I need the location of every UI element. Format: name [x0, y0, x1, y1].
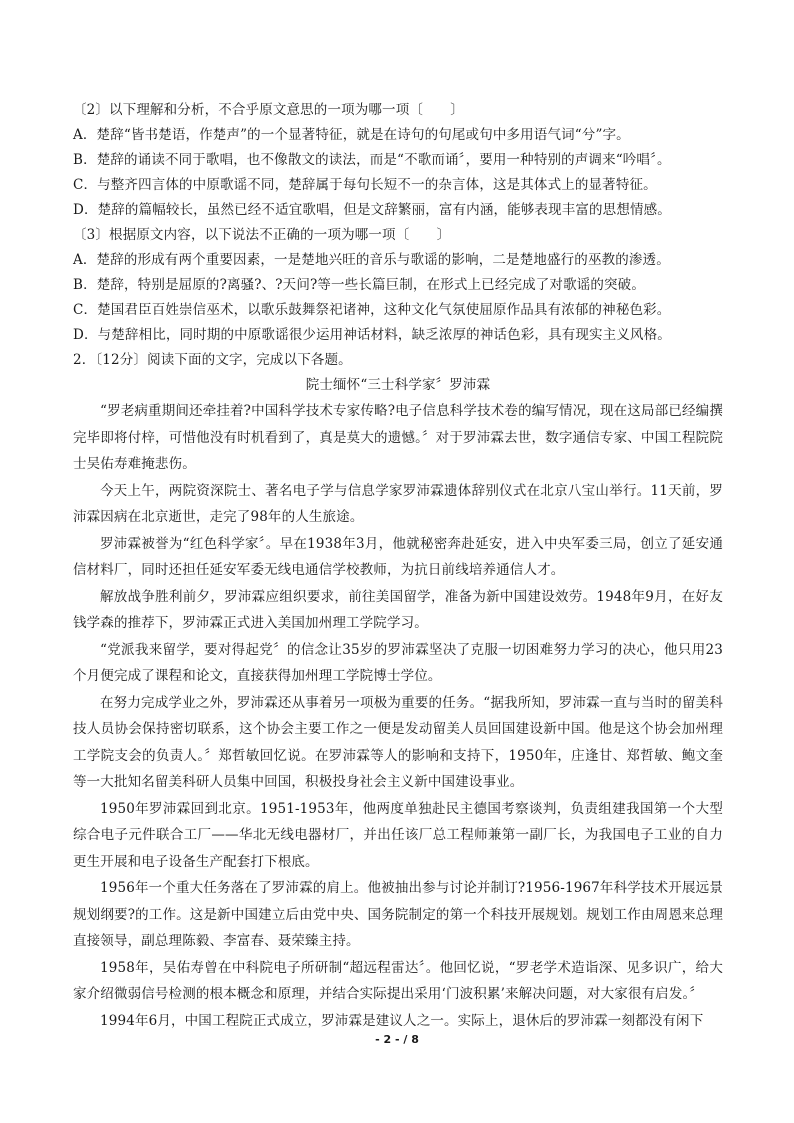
- question-3-option-b: B．楚辞，特别是屈原的?离骚?、?天问?等一些长篇巨制，在形式上已经完成了对歌谣的突破。: [73, 277, 645, 293]
- question-3-option-a: A．楚辞的形成有两个重要因素，一是楚地兴旺的音乐与歌谣的影响，二是楚地盛行的巫教的渗透。: [73, 252, 670, 268]
- question-2-stem: 〔2〕以下理解和分析，不合乎原文意思的一项为哪一项〔 〕: [73, 102, 464, 118]
- article-paragraph: 1950年罗沛霖回到北京。1951-1953年，他两度单独赴民主德国考察谈判，负责组建我国第一个大型综合电子元件联合工厂——华北无线电器材厂，并出任该厂总工程师兼第一副厂长，为我国电子工业的自力更生开展和电子设备生产配套打下根底。: [73, 800, 723, 870]
- article-paragraph: “罗老病重期间还牵挂着?中国科学技术专家传略?电子信息科学技术卷的编写情况，现在这局部已经编撰完毕即将付梓，可惜他没有时机看到了，真是莫大的遗憾。〞对于罗沛霖去世，数字通信专家、中国工程院院士吴佑寿难掩悲伤。: [73, 403, 723, 472]
- question-2-option-a: A．楚辞“皆书楚语，作楚声”的一个显著特征，就是在诗句的句尾或句中多用语气词“兮”字。: [73, 127, 630, 143]
- section-2-heading: 2．〔12分〕阅读下面的文字，完成以下各题。: [73, 352, 352, 368]
- article-paragraph: 1958年，吴佑寿曾在中科院电子所研制“超远程雷达〞。他回忆说，“罗老学术造诣深、见多识广，给大家介绍微弱信号检测的根本概念和原理，并结合实际提出采用‘门波积累’来解决问题，对大家很有启发。〞: [73, 959, 723, 1002]
- page-number: - 2 - / 8: [375, 1033, 419, 1046]
- article-paragraph: 1956年一个重大任务落在了罗沛霖的肩上。他被抽出参与讨论并制订?1956-1967年科学技术开展远景规划纲要?的工作。这是新中国建立后由党中央、国务院制定的第一个科技开展规划。规划工作由周恩来总理直接领导，副总理陈毅、李富春、聂荣臻主持。: [73, 880, 723, 949]
- question-3-stem: 〔3〕根据原文内容，以下说法不正确的一项为哪一项〔 〕: [73, 227, 451, 243]
- question-2-option-b: B．楚辞的诵读不同于歌唱，也不像散文的读法，而是“不歌而诵〞，要用一种特别的声调来“吟唱〞。: [73, 152, 671, 168]
- article-paragraph: 1994年6月，中国工程院正式成立，罗沛霖是建议人之一。实际上，退休后的罗沛霖一刻都没有闲下: [100, 1012, 704, 1029]
- question-2-option-c: C．与整齐四言体的中原歌谣不同，楚辞属于每句长短不一的杂言体，这是其体式上的显著特征。: [73, 177, 657, 193]
- article-paragraph: 在努力完成学业之外，罗沛霖还从事着另一项极为重要的任务。“据我所知，罗沛霖一直与当时的留美科技人员协会保持密切联系，这个协会主要工作之一便是发动留美人员回国建设新中国。他是这个协会加州理工学院支会的负责人。〞郑哲敏回忆说。在罗沛霖等人的影响和支持下，1950年，庄逢甘、郑哲敏、鲍文奎等一大批知名留美科研人员集中回国，积极投身社会主义新中国建设事业。: [73, 694, 723, 790]
- article-paragraph: “党派我来留学，要对得起党〞的信念让35岁的罗沛霖坚决了克服一切困难努力学习的决心，他只用23个月便完成了课程和论文，直接获得加州理工学院博士学位。: [73, 641, 723, 684]
- article-paragraph: 今天上午，两院资深院士、著名电子学与信息学家罗沛霖遗体辞别仪式在北京八宝山举行。11天前，罗沛霖因病在北京逝世，走完了98年的人生旅途。: [73, 482, 723, 525]
- question-3-option-c: C．楚国君臣百姓崇信巫术，以歌乐鼓舞祭祀诸神，这种文化气氛使屈原作品具有浓郁的神秘色彩。: [73, 302, 671, 318]
- article-paragraph: 解放战争胜利前夕，罗沛霖应组织要求，前往美国留学，准备为新中国建设效劳。1948年9月，在好友钱学森的推荐下，罗沛霖正式进入美国加州理工学院学习。: [73, 588, 723, 631]
- page-content: [73, 98, 723, 1034]
- question-3-option-d: D．与楚辞相比，同时期的中原歌谣很少运用神话材料，缺乏浓厚的神话色彩，具有现实主义风格。: [73, 327, 671, 343]
- article-paragraph: 罗沛霖被誉为“红色科学家〞。早在1938年3月，他就秘密奔赴延安，进入中央军委三局，创立了延安通信材料厂，同时还担任延安军委无线电通信学校教师，为抗日前线培养通信人才。: [73, 535, 723, 578]
- question-2-option-d: D．楚辞的篇幅较长，虽然已经不适宜歌唱，但是文辞繁丽，富有内涵，能够表现丰富的思想情感。: [73, 202, 671, 218]
- article-title: 院士缅怀“三士科学家〞罗沛霖: [305, 377, 491, 393]
